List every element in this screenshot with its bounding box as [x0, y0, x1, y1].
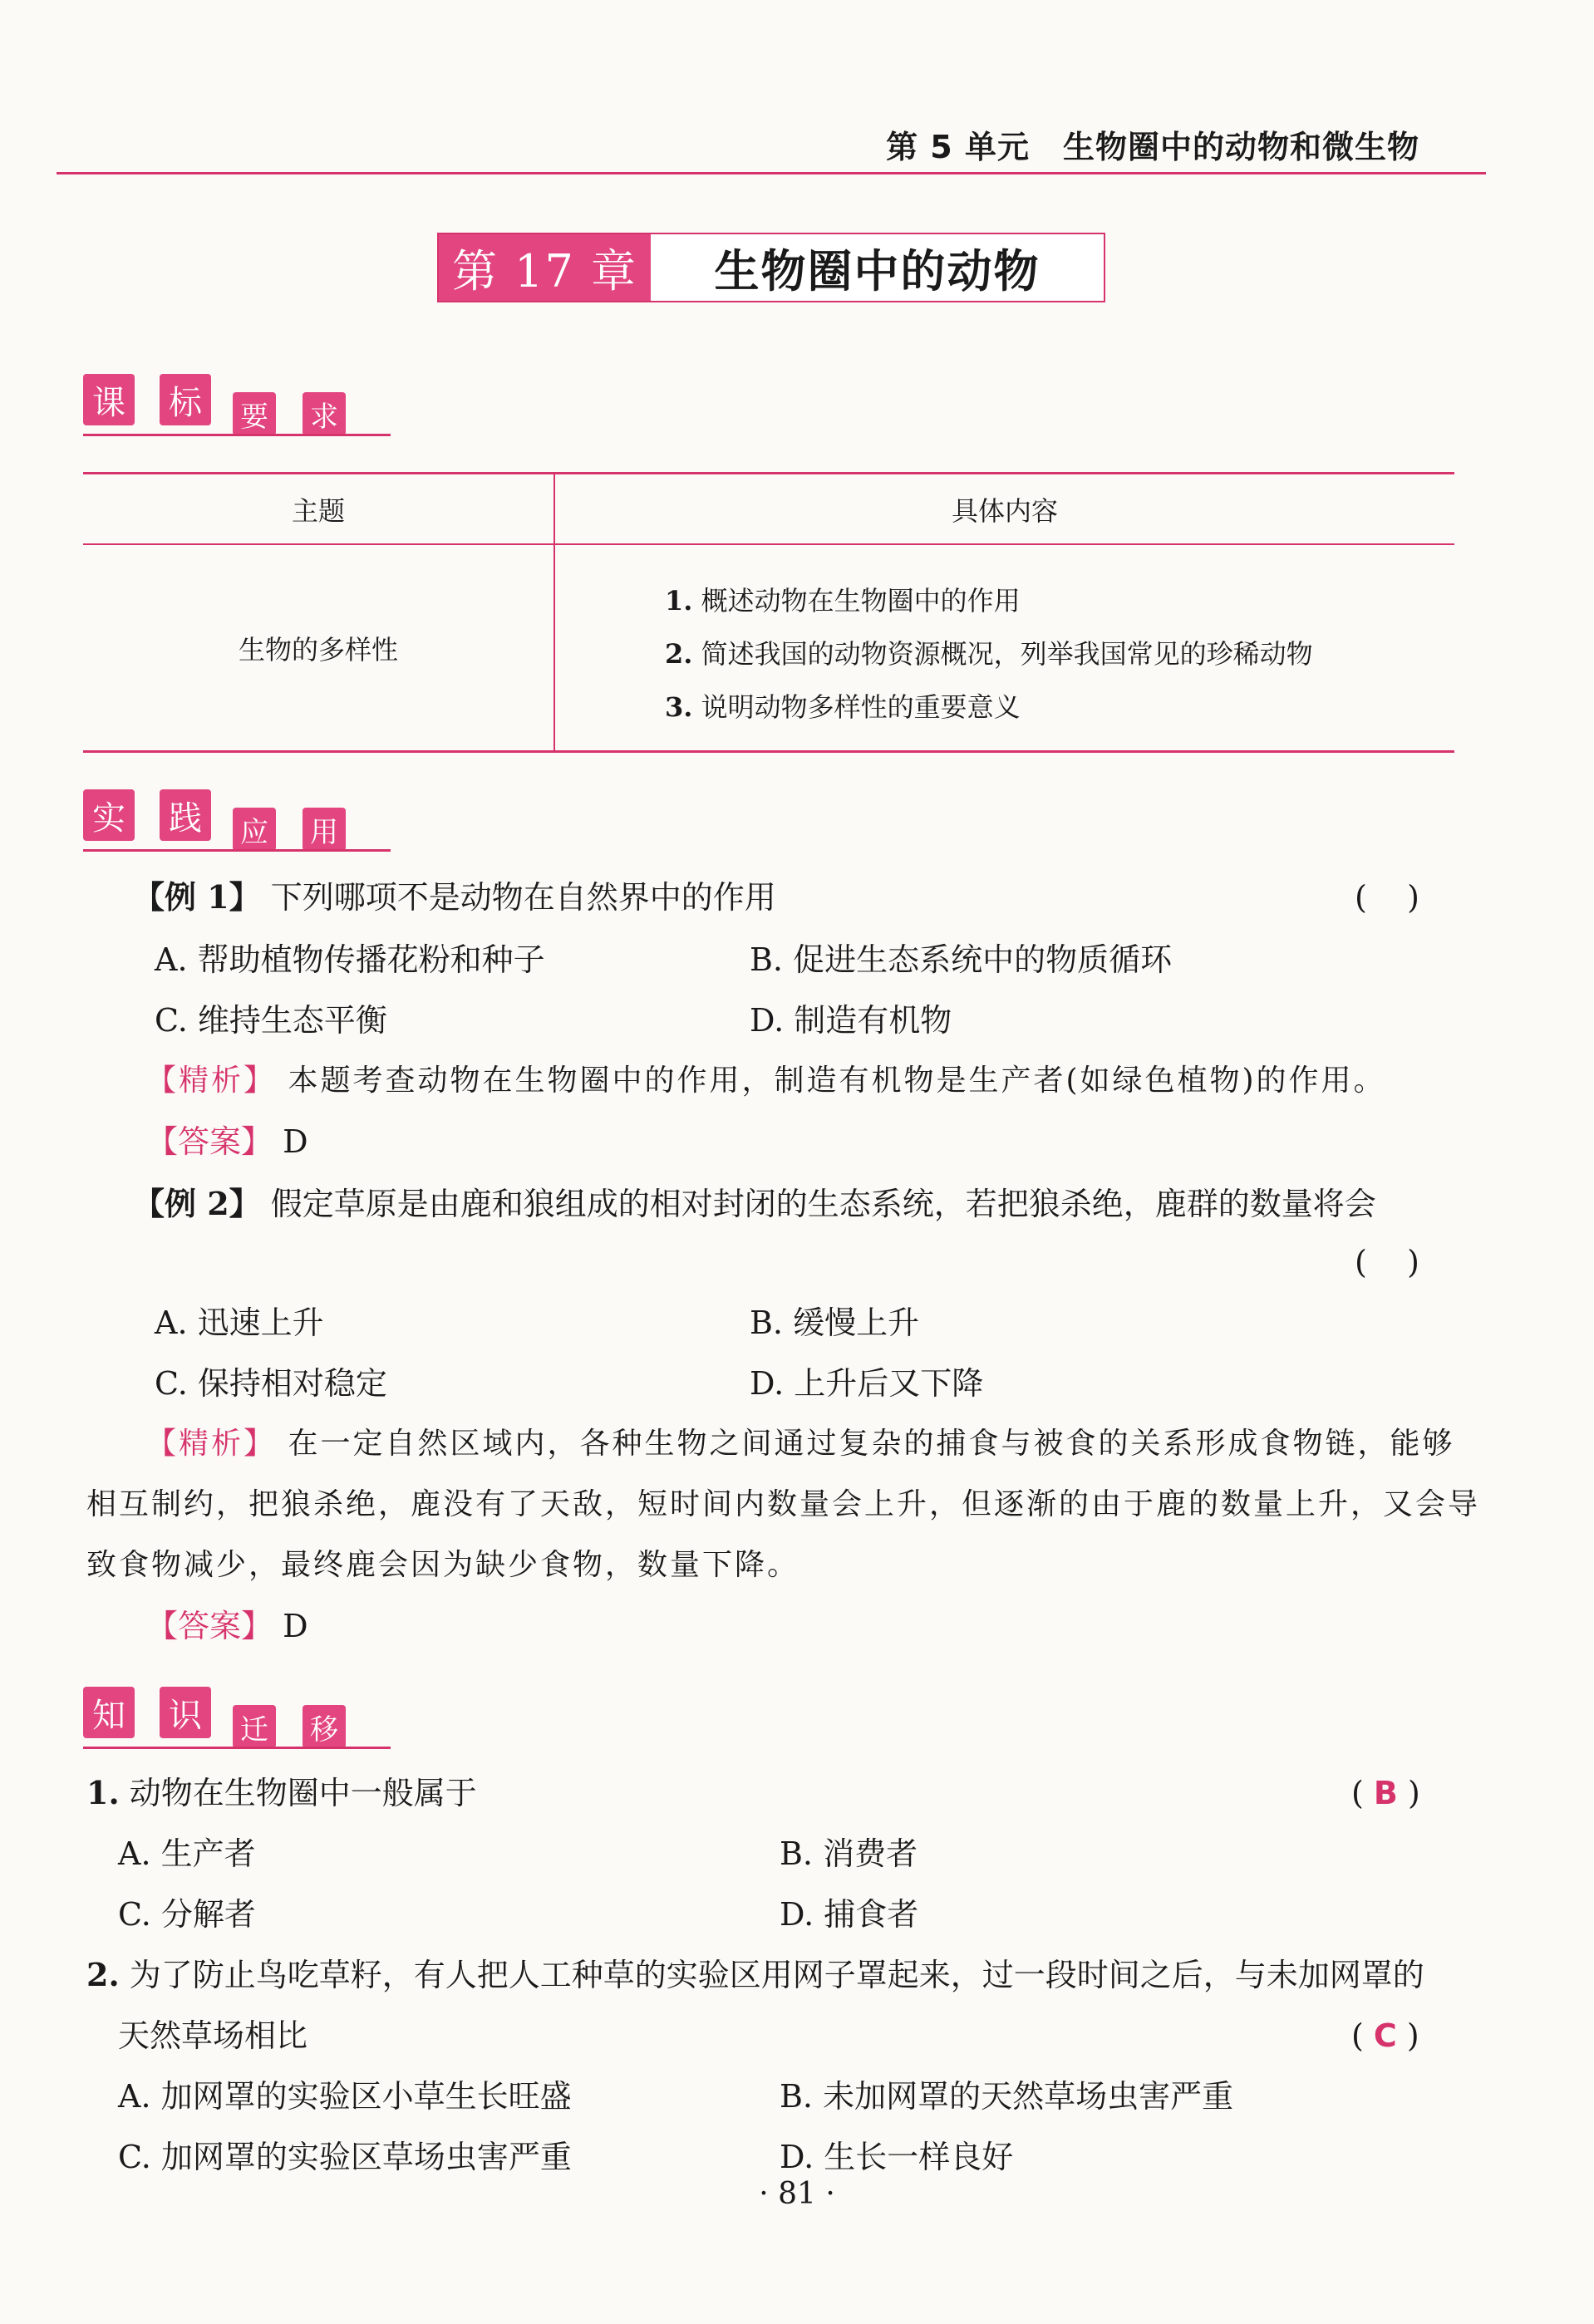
option: B. 缓慢上升 [750, 1304, 920, 1341]
tag-char: 用 [303, 808, 346, 851]
tag-char: 标 [160, 374, 211, 425]
table-column-divider [553, 474, 555, 750]
tag-char: 识 [160, 1687, 211, 1738]
table-topic-cell: 生物的多样性 [238, 634, 398, 666]
answer-box: ( C ) [1351, 2017, 1419, 2054]
tag-char: 实 [83, 789, 135, 841]
chapter-number: 第 17 章 [439, 234, 651, 301]
example-2-answer: 【答案】 D [146, 1608, 308, 1644]
chapter-title-box [437, 233, 1105, 302]
question-1: 1. 动物在生物圈中一般属于 [86, 1774, 477, 1811]
section-tag-transfer [83, 1687, 391, 1761]
tag-char: 迁 [233, 1705, 276, 1748]
table-header-divider [83, 543, 1454, 545]
tag-char: 知 [83, 1687, 135, 1738]
option: A. 迅速上升 [155, 1304, 324, 1341]
list-item: 3. 说明动物多样性的重要意义 [665, 691, 1021, 723]
tag-char: 移 [303, 1705, 346, 1748]
example-2-analysis-line: 相互制约，把狼杀绝，鹿没有了天敌，短时间内数量会上升，但逐渐的由于鹿的数量上升，又会导 [86, 1487, 1481, 1521]
option: A. 生产者 [118, 1835, 256, 1872]
tag-underline [83, 1747, 391, 1749]
tag-char: 求 [303, 392, 346, 435]
unit-label: 第 5 单元 [886, 129, 1030, 165]
table-header-content: 具体内容 [951, 494, 1058, 527]
example-1-question: 【例 1】 下列哪项不是动物在自然界中的作用 [133, 878, 776, 916]
header-divider [57, 172, 1486, 174]
example-1-answer: 【答案】 D [146, 1123, 308, 1160]
list-item: 1. 概述动物在生物圈中的作用 [665, 585, 1021, 617]
option: D. 上升后又下降 [750, 1365, 984, 1402]
running-header [886, 121, 1419, 167]
option: B. 未加网罩的天然草场虫害严重 [780, 2078, 1234, 2115]
option: D. 制造有机物 [750, 1002, 952, 1039]
option: C. 加网罩的实验区草场虫害严重 [118, 2139, 572, 2175]
option: C. 保持相对稳定 [155, 1365, 387, 1402]
option: D. 生长一样良好 [780, 2139, 1014, 2175]
tag-underline [83, 849, 391, 852]
table-header-topic: 主题 [291, 494, 345, 527]
example-1-analysis: 【精析】 本题考查动物在生物圈中的作用，制造有机物是生产者(如绿色植物)的作用。 [146, 1064, 1386, 1098]
section-tag-practice [83, 789, 391, 864]
option: C. 分解者 [118, 1896, 256, 1933]
tag-char: 课 [83, 374, 135, 425]
page-number: · 81 · [759, 2177, 835, 2211]
option: D. 捕食者 [780, 1896, 919, 1933]
option: A. 帮助植物传播花粉和种子 [155, 941, 545, 978]
chapter-title: 生物圈中的动物 [714, 244, 1041, 297]
standards-table [83, 472, 1454, 753]
section-tag-standards [83, 374, 391, 449]
tag-char: 践 [160, 789, 211, 841]
answer-box: ( B ) [1351, 1775, 1420, 1811]
question-2-line: 2. 为了防止鸟吃草籽，有人把人工种草的实验区用网子罩起来，过一段时间之后，与未加网罩的 [86, 1956, 1424, 1993]
table-content-list [665, 574, 1313, 734]
tag-underline [83, 434, 391, 436]
tag-char: 应 [233, 808, 276, 851]
question-2-line: 天然草场相比 [118, 2017, 308, 2054]
example-2-analysis-line: 致食物减少，最终鹿会因为缺少食物，数量下降。 [86, 1548, 800, 1582]
option: C. 维持生态平衡 [155, 1002, 387, 1039]
answer-blank: ( ) [1355, 879, 1419, 916]
answer-letter: B [1373, 1775, 1398, 1811]
answer-letter: C [1373, 2017, 1397, 2054]
example-2-question: 【例 2】 假定草原是由鹿和狼组成的相对封闭的生态系统，若把狼杀绝，鹿群的数量将会 [133, 1185, 1376, 1222]
option: B. 促进生态系统中的物质循环 [750, 941, 1173, 978]
example-2-analysis-line: 【精析】 在一定自然区域内，各种生物之间通过复杂的捕食与被食的关系形成食物链，能够 [146, 1427, 1455, 1461]
answer-blank: ( ) [1355, 1244, 1419, 1280]
option: B. 消费者 [780, 1835, 918, 1872]
tag-char: 要 [233, 392, 276, 435]
unit-title: 生物圈中的动物和微生物 [1062, 129, 1419, 165]
list-item: 2. 简述我国的动物资源概况，列举我国常见的珍稀动物 [665, 638, 1313, 670]
option: A. 加网罩的实验区小草生长旺盛 [118, 2078, 572, 2115]
